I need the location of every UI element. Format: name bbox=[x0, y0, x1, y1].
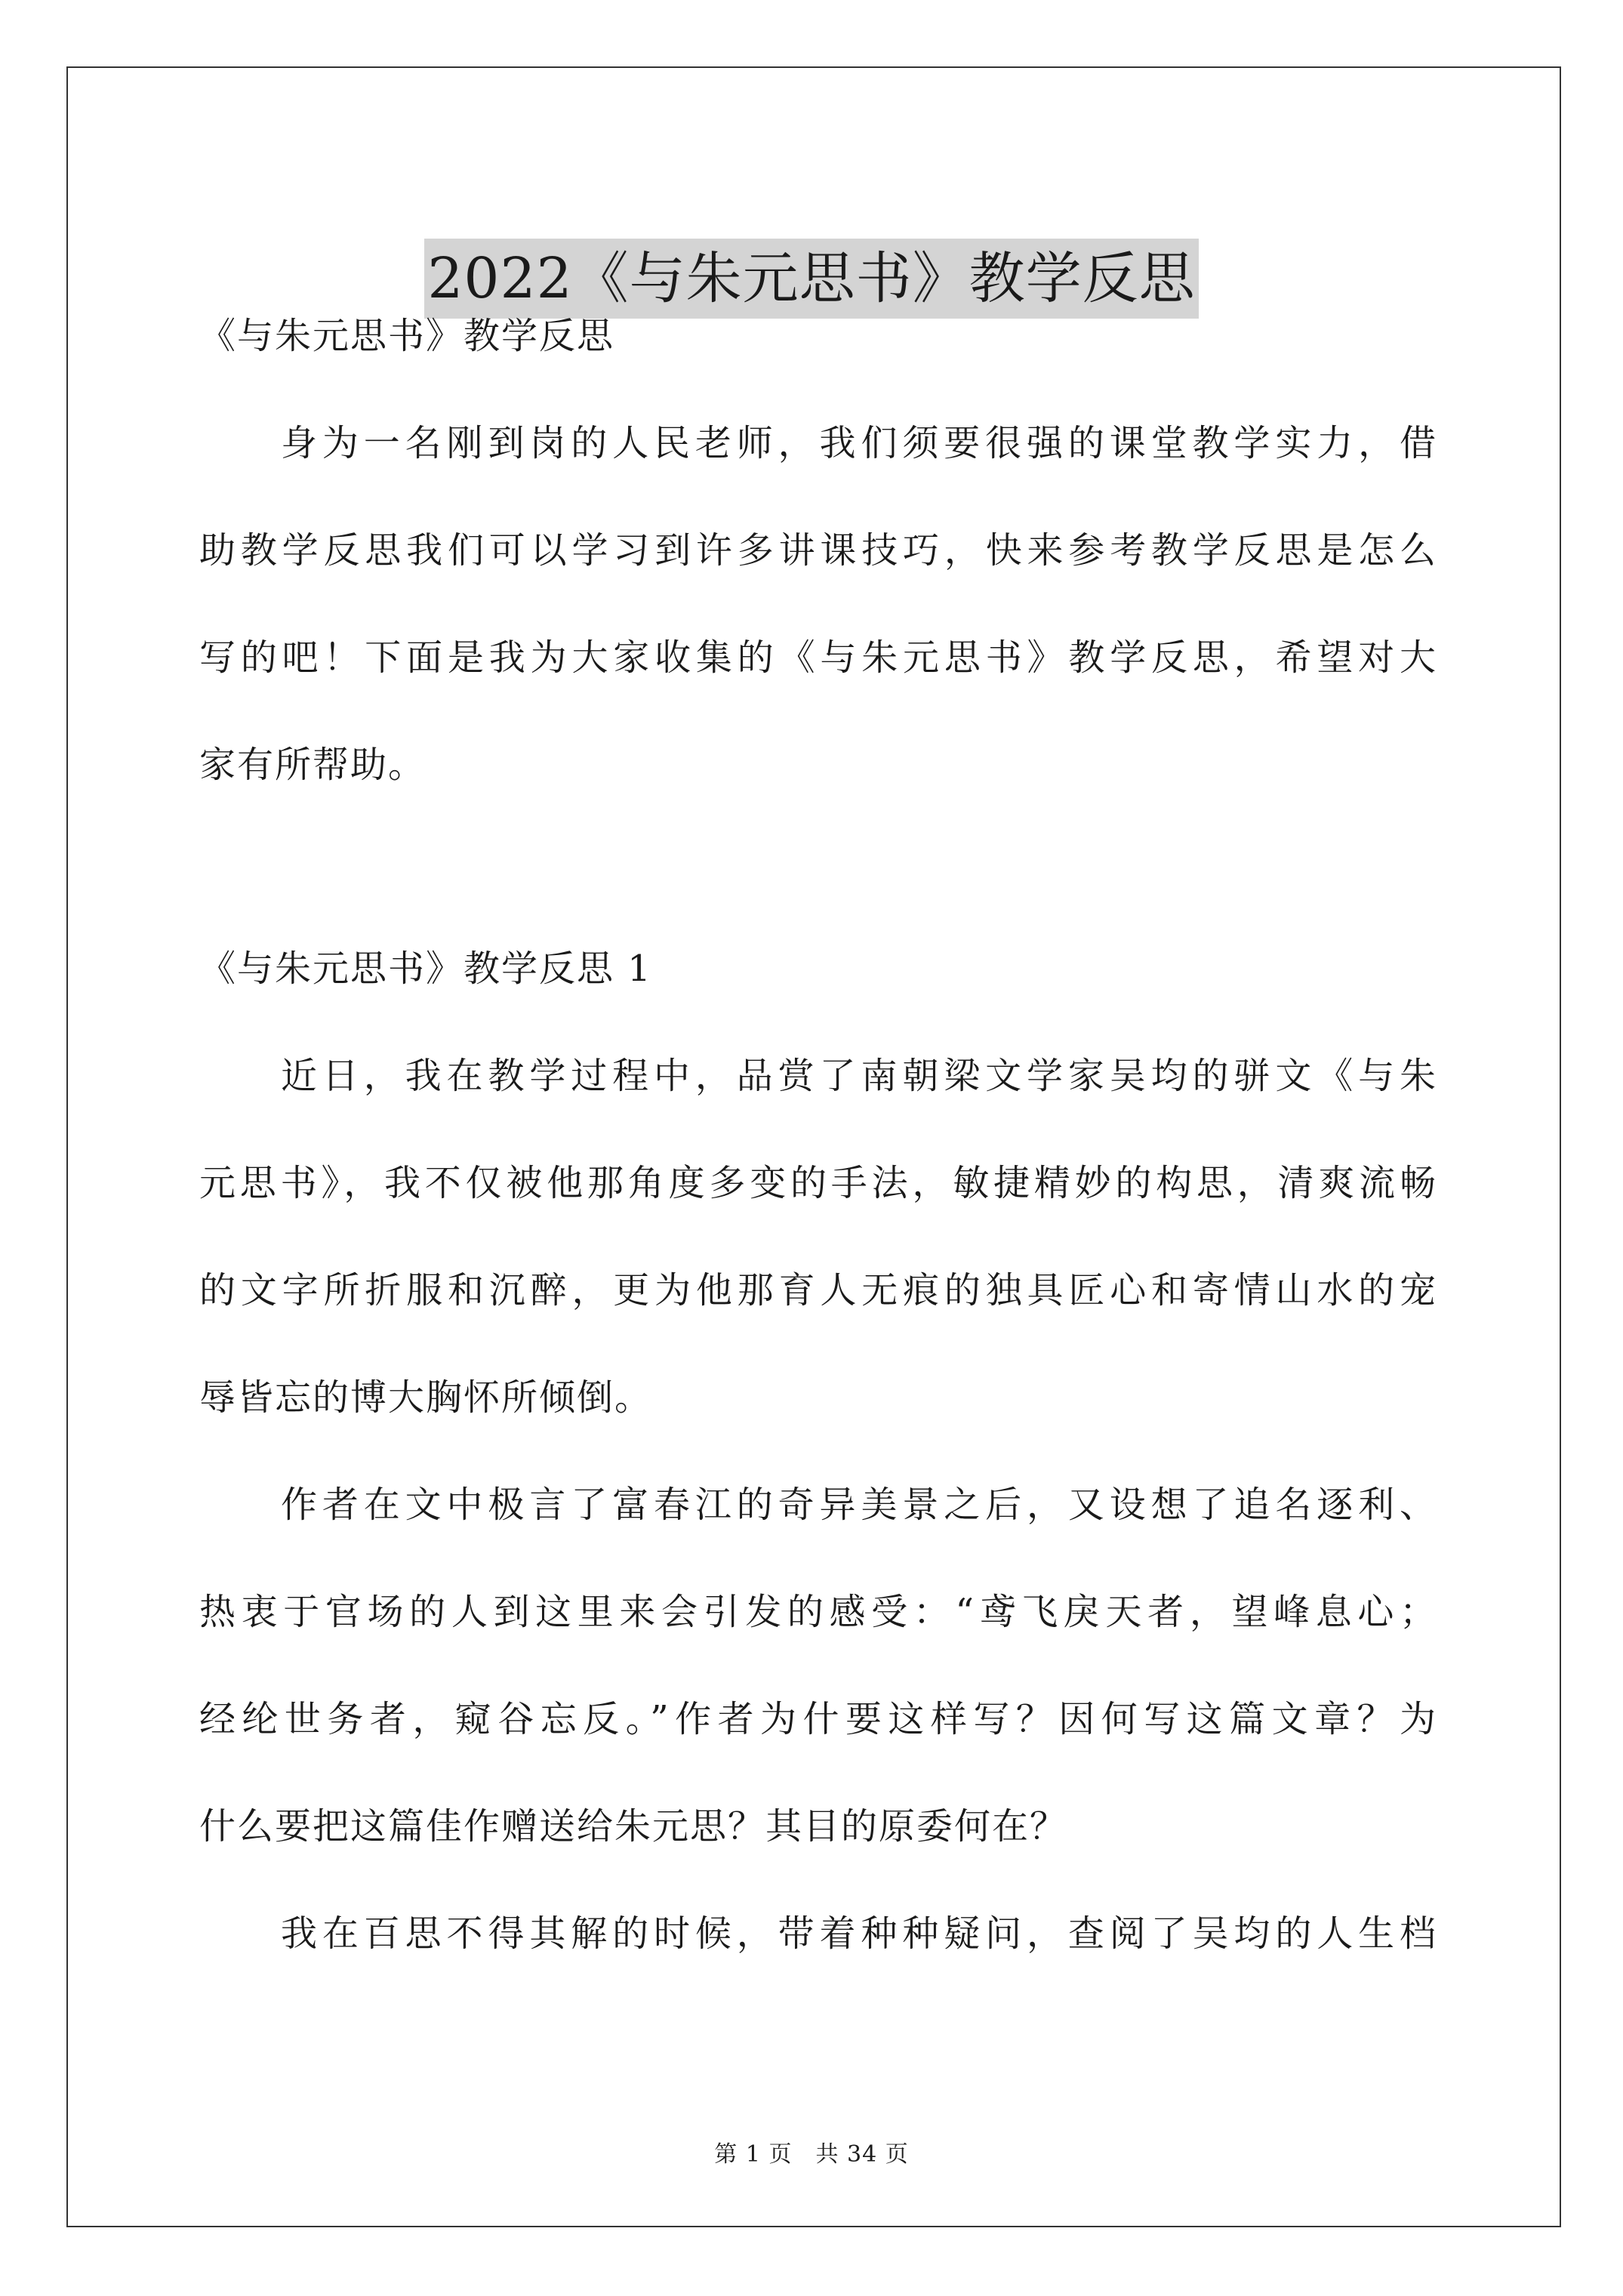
intro-paragraph-line: 家有所帮助。 bbox=[199, 744, 427, 786]
document-body bbox=[199, 310, 1437, 1960]
intro-paragraph-line: 写的吧！下面是我为大家收集的《与朱元思书》教学反思，希望对大 bbox=[199, 636, 1437, 679]
paragraph-line: 的文字所折服和沉醉，更为他那育人无痕的独具匠心和寄情山水的宠 bbox=[199, 1269, 1437, 1311]
paragraph-line: 近日，我在教学过程中，品赏了南朝梁文学家吴均的骈文《与朱 bbox=[281, 1055, 1437, 1097]
paragraph-line: 什么要把这篇佳作赠送给朱元思？其目的原委何在？ bbox=[199, 1805, 1068, 1848]
paragraph-line: 作者在文中极言了富春江的奇异美景之后，又设想了追名逐利、 bbox=[281, 1484, 1437, 1526]
page-footer: 第 1 页 共 34 页 bbox=[714, 2141, 909, 2168]
intro-paragraph-line: 助教学反思我们可以学习到许多讲课技巧，快来参考教学反思是怎么 bbox=[199, 529, 1437, 572]
section-heading: 《与朱元思书》教学反思 1 bbox=[199, 948, 652, 990]
paragraph-line: 元思书》，我不仅被他那角度多变的手法，敏捷精妙的构思，清爽流畅 bbox=[199, 1162, 1437, 1204]
paragraph-line: 辱皆忘的博大胸怀所倾倒。 bbox=[199, 1376, 653, 1419]
paragraph-line: 经纶世务者，窥谷忘反。”作者为什要这样写？因何写这篇文章？为 bbox=[199, 1698, 1437, 1740]
document-title: 2022《与朱元思书》教学反思 bbox=[424, 239, 1198, 319]
intro-paragraph-line: 身为一名刚到岗的人民老师，我们须要很强的课堂教学实力，借 bbox=[281, 422, 1437, 464]
paragraph-line: 我在百思不得其解的时候，带着种种疑问，查阅了吴均的人生档 bbox=[281, 1912, 1437, 1955]
paragraph-line: 热衷于官场的人到这里来会引发的感受：“鸢飞戾天者，望峰息心； bbox=[199, 1591, 1437, 1633]
intro-heading: 《与朱元思书》教学反思 bbox=[199, 315, 615, 357]
